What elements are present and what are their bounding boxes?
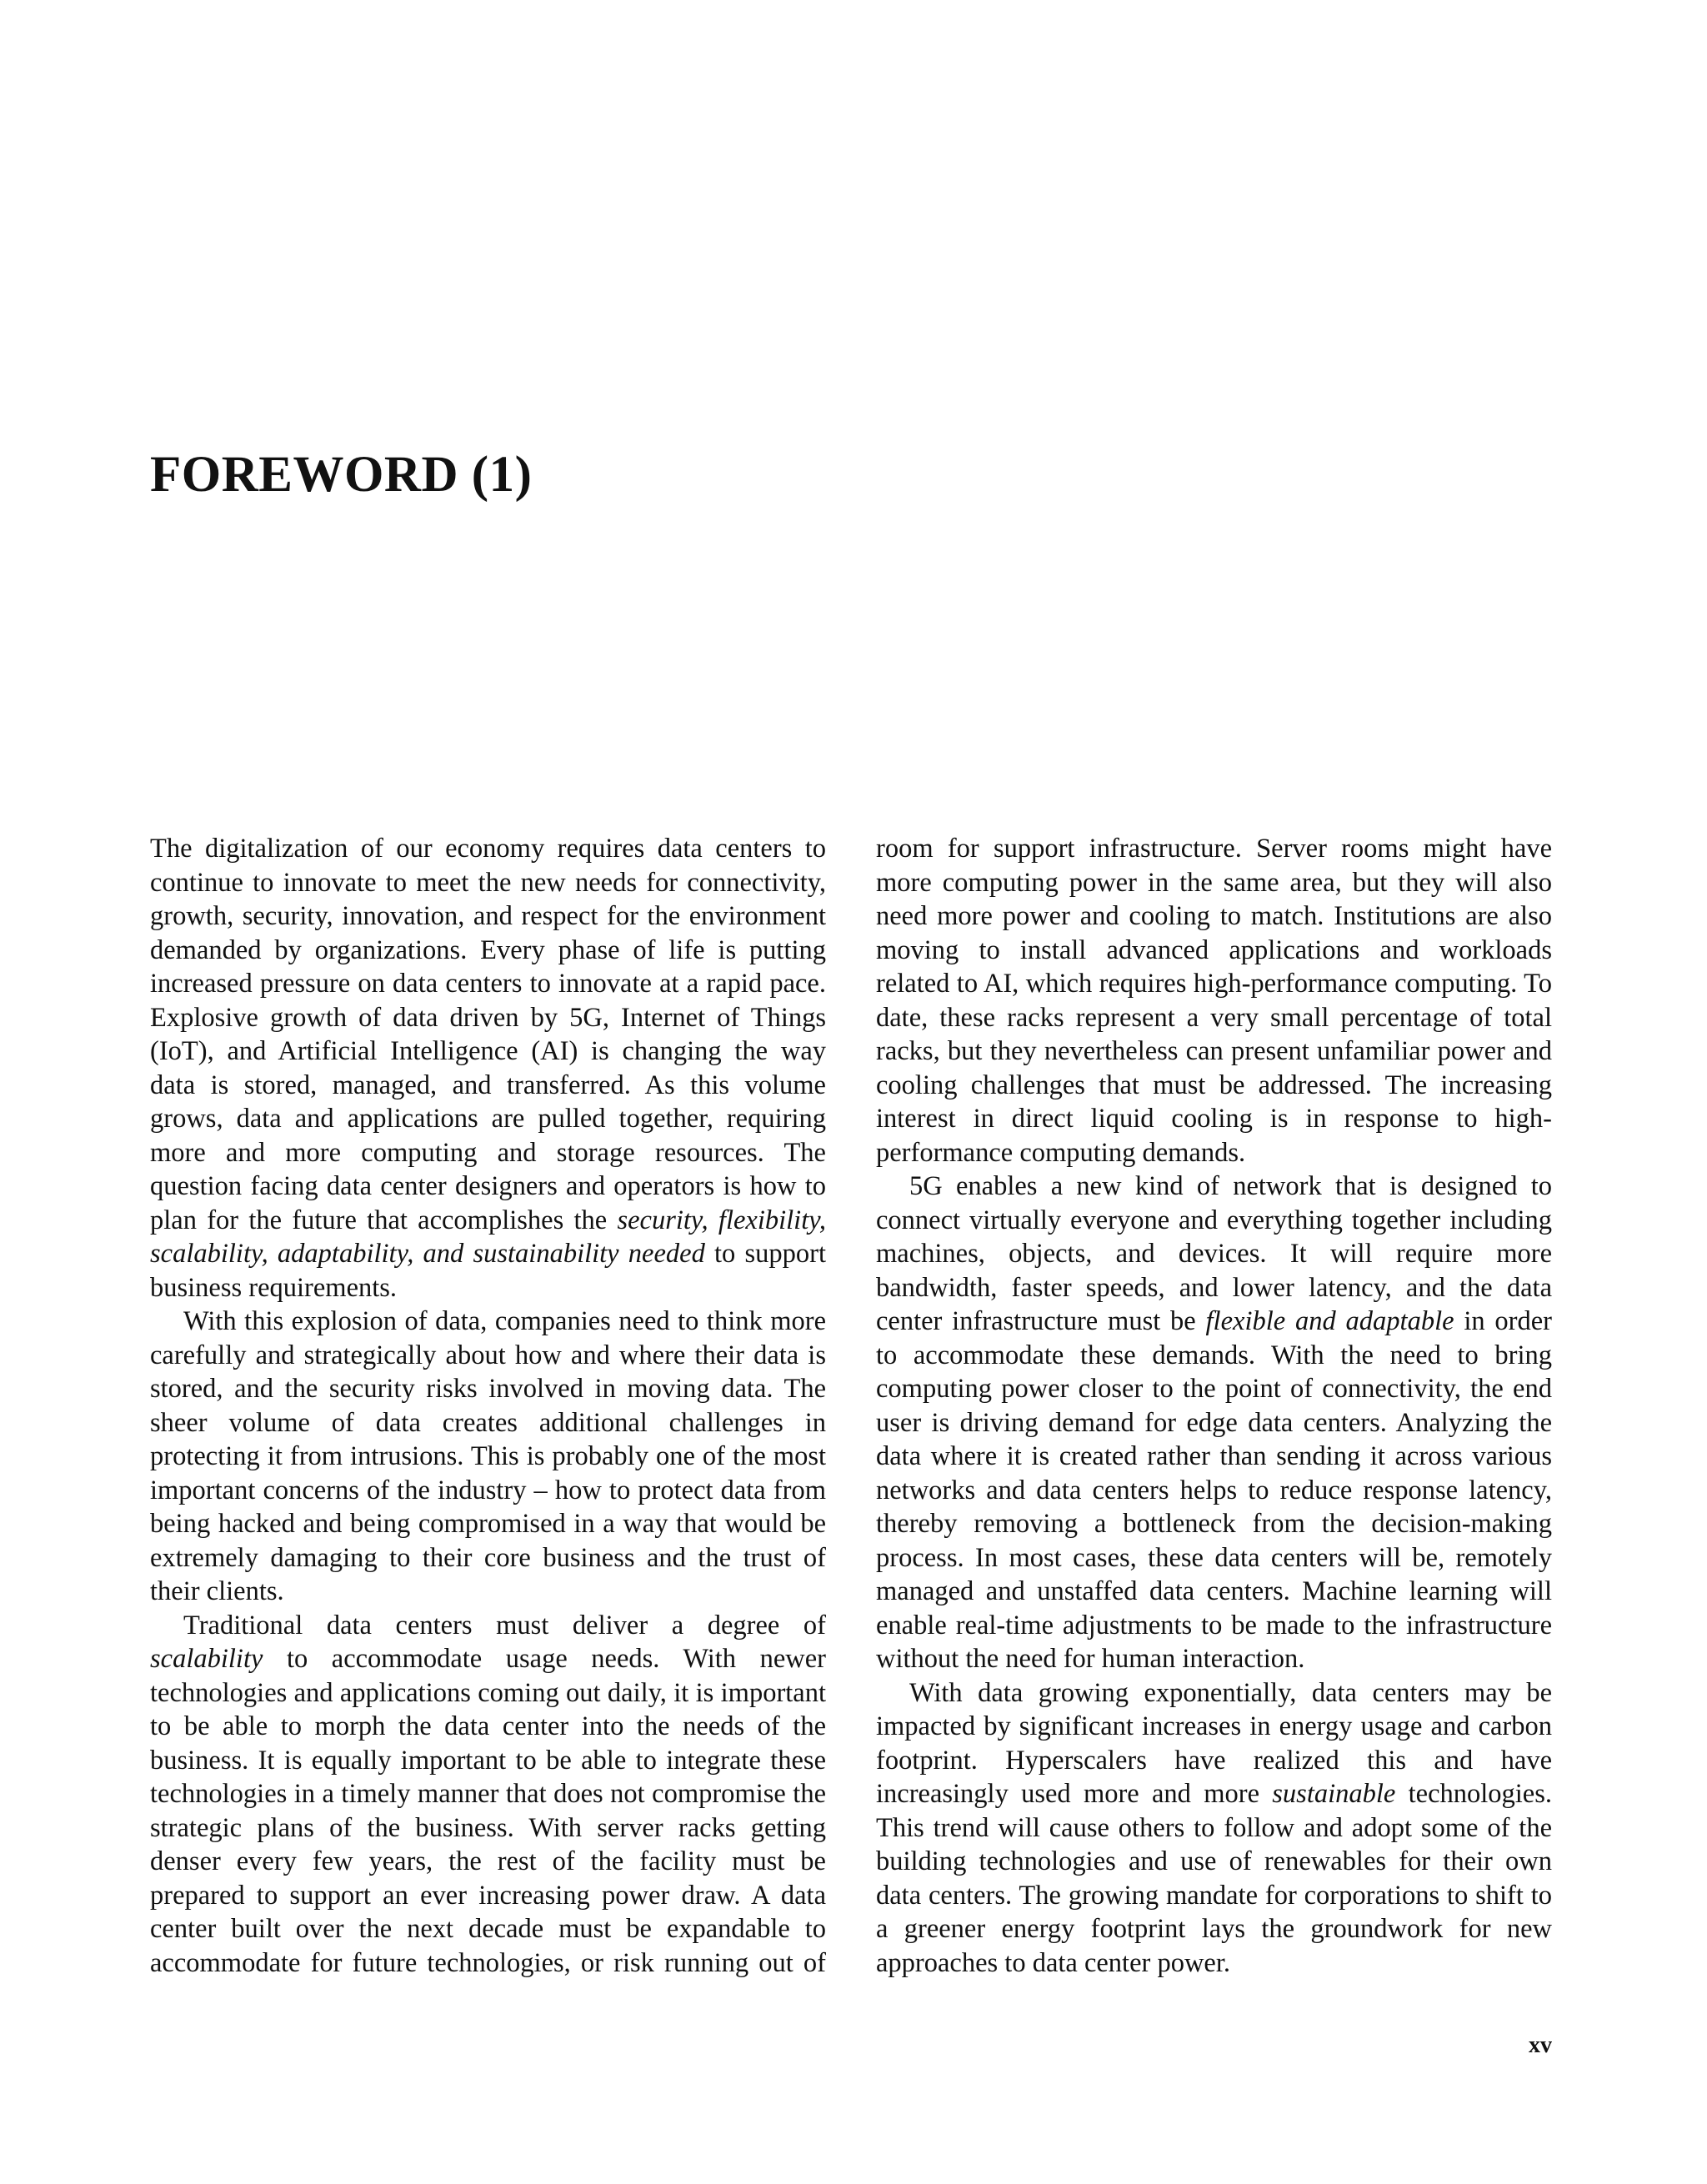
text-run: technologies. This trend will cause others to follow and adopt some of the building technologies and use of renewables for their own data centers. The growing mandate for corporations to shift to a greener energy footprint lays the groundwork for new approaches to data center power. bbox=[876, 1779, 1553, 1978]
paragraph bbox=[150, 832, 826, 1305]
page-title: FOREWORD (1) bbox=[150, 447, 533, 503]
paragraph bbox=[876, 1676, 1552, 1981]
text-run: to accommodate usage needs. With newer technologies and applications coming out daily, it is important to be able to morph the data center into the needs of the business. It is equally important to be able to integrate these technologies in a timely manner that does not compromise the strategic plans of the business. With server racks getting denser every few years, the rest of the facility must be prepared to support an ever increasing power draw. A data center built over the next decade must be expandable to accommodate for future technologies, or risk running out of room for support infrastructure. Server rooms might have more computing power in the same area, but they will also need more power and cooling to match. Institutions are also moving to install advanced applications and workloads related to AI, which requires high-performance computing. To date, these racks represent a very small percentage of total racks, but they nevertheless can present unfamiliar power and cooling challenges that must be addressed. The increasing interest in direct liquid cooling is in response to high-performance computing demands. bbox=[150, 834, 1552, 1978]
emphasis-text: scalability bbox=[150, 1644, 263, 1674]
emphasis-text: security, flexibility, scalability, adaptability, and sustainability needed bbox=[150, 1205, 826, 1269]
paragraph bbox=[150, 1305, 826, 1609]
text-run: The digitalization of our economy requires data centers to continue to innovate to meet the new needs for connectivity, growth, security, innovation, and respect for the environment demanded by organizations. Every phase of life is putting increased pressure on data centers to innovate at a rapid pace. Explosive growth of data driven by 5G, Internet of Things (IoT), and Artificial Intelligence (AI) is changing the way data is stored, managed, and transferred. As this volume grows, data and applications are pulled together, requiring more and more computing and storage resources. The question facing data center designers and operators is how to plan for the future that accomplishes the bbox=[150, 834, 826, 1235]
paragraph bbox=[876, 1170, 1552, 1676]
emphasis-text: sustainable bbox=[1272, 1779, 1396, 1809]
text-run: Traditional data centers must deliver a degree of bbox=[183, 1610, 826, 1641]
emphasis-text: flexible and adaptable bbox=[1205, 1306, 1454, 1336]
text-run: With data growing exponentially, data centers may be impacted by significant increases in energy usage and carbon footprint. Hyperscalers have realized this and have increasingly used more and more bbox=[876, 1677, 1552, 1809]
text-run: 5G enables a new kind of network that is designed to connect virtually everyone and everything together including machines, objects, and devices. It will require more bandwidth, faster speeds, and lower latency, and the data center infrastructure must be bbox=[876, 1171, 1552, 1336]
text-run: in order to accommodate these demands. With the need to bring computing power closer to the point of connectivity, the end user is driving demand for edge data centers. Analyzing the data where it is created rather than sending it across various networks and data centers helps to reduce response latency, thereby removing a bottleneck from the decision-making process. In most cases, these data centers will be, remotely managed and unstaffed data centers. Machine learning will enable real-time adjustments to be made to the infrastructure without the need for human interaction. bbox=[876, 1306, 1552, 1674]
page-number: xv bbox=[1529, 2032, 1552, 2058]
text-run: With this explosion of data, companies need to think more carefully and strategically about how and where their data is stored, and the security risks involved in moving data. The sheer volume of data creates additional challenges in protecting it from intrusions. This is probably one of the most important concerns of the industry – how to protect data from being hacked and being compromised in a way that would be extremely damaging to their core business and the trust of their clients. bbox=[150, 1306, 826, 1606]
foreword-body bbox=[150, 832, 1552, 1999]
text-run: to support business requirements. bbox=[150, 1239, 826, 1303]
